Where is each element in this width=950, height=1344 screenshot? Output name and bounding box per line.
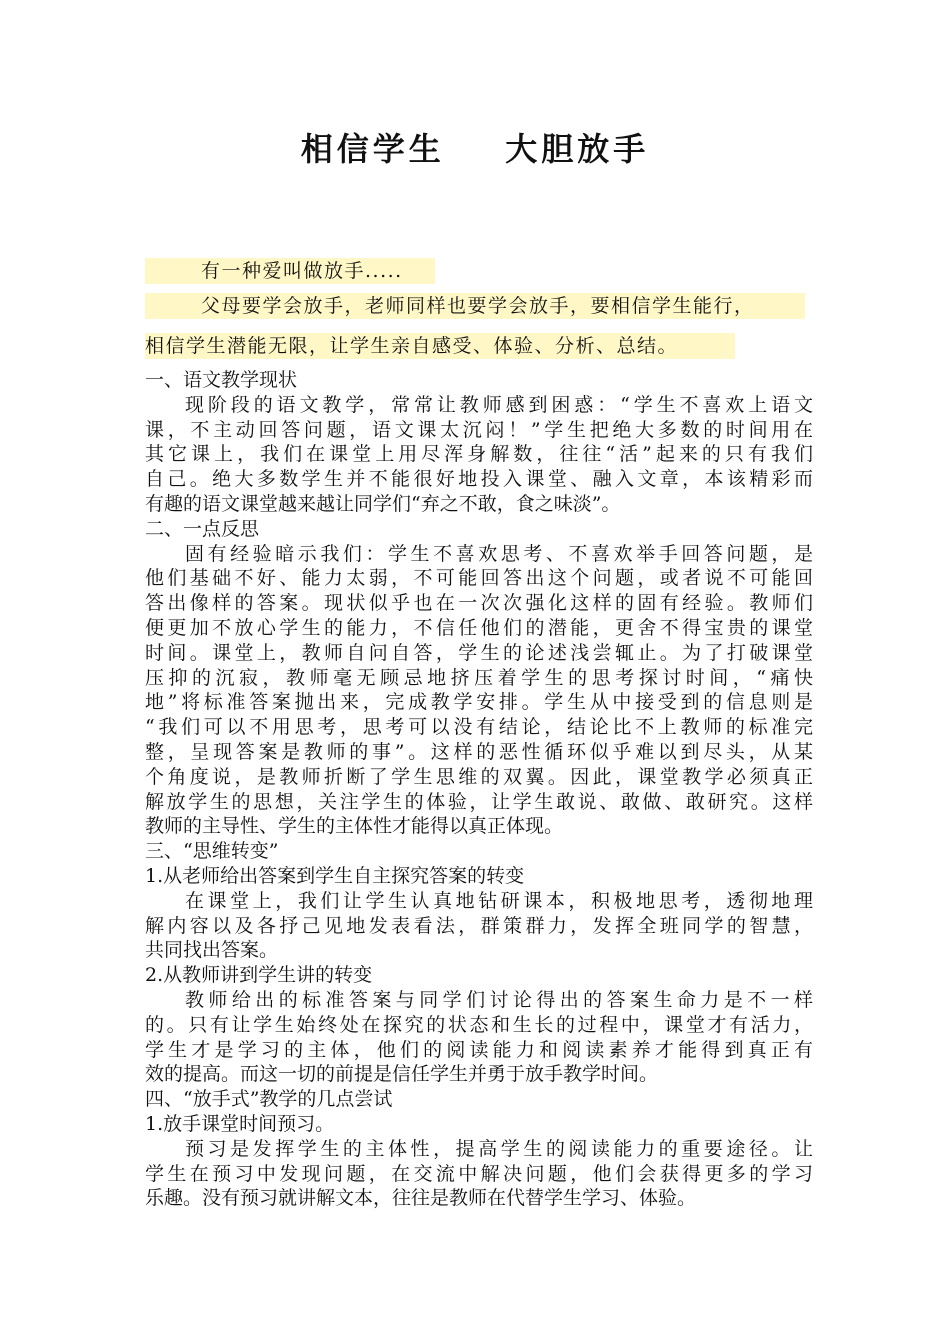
text-line: 时间。课堂上，教师自问自答，学生的论述浅尝辄止。为了打破课堂 (145, 641, 813, 664)
text-line: 在课堂上，我们让学生认真地钻研课本，积极地思考，透彻地理 (185, 889, 813, 912)
text-line: 的。只有让学生始终处在探究的状态和生长的过程中，课堂才有活力， (145, 1013, 813, 1036)
text-line: 课，不主动回答问题，语文课太沉闷！”学生把绝大多数的时间用在 (145, 418, 813, 441)
document-body (145, 368, 813, 1211)
text-line: 固有经验暗示我们：学生不喜欢思考、不喜欢举手回答问题，是 (185, 542, 813, 565)
text-line: 三、“思维转变” (145, 840, 279, 863)
text-line: 教师给出的标准答案与同学们讨论得出的答案生命力是不一样 (185, 988, 813, 1011)
text-line: 现阶段的语文教学，常常让教师感到困惑：“学生不喜欢上语文 (185, 393, 813, 416)
text-line: 其它课上，我们在课堂上用尽浑身解数，往往“活”起来的只有我们 (145, 443, 813, 466)
text-line: 压抑的沉寂，教师毫无顾忌地挤压着学生的思考探讨时间，“痛快 (145, 666, 813, 689)
text-line: 乐趣。没有预习就讲解文本，往往是教师在代替学生学习、体验。 (145, 1187, 697, 1210)
text-line: 二、一点反思 (145, 517, 260, 540)
highlighted-paragraph-1: 有一种爱叫做放手..... (145, 258, 435, 284)
text-line: 一、语文教学现状 (145, 369, 298, 391)
text-line: 教师的主导性、学生的主体性才能得以真正体现。 (145, 815, 564, 838)
text-line: 共同找出答案。 (145, 939, 279, 962)
text-line: 便更加不放心学生的能力，不信任他们的潜能，更舍不得宝贵的课堂 (145, 616, 813, 639)
text-line: 个角度说，是教师折断了学生思维的双翼。因此，课堂教学必须真正 (145, 765, 813, 788)
text-line: 学生才是学习的主体，他们的阅读能力和阅读素养才能得到真正有 (145, 1038, 813, 1061)
text-line: 自己。绝大多数学生并不能很好地投入课堂、融入文章，本该精彩而 (145, 468, 813, 491)
text-line: 答出像样的答案。现状似乎也在一次次强化这样的固有经验。教师们 (145, 592, 813, 615)
text-line: 四、“放手式”教学的几点尝试 (145, 1088, 393, 1111)
text-line: 学生在预习中发现问题，在交流中解决问题，他们会获得更多的学习 (145, 1162, 813, 1185)
highlighted-paragraph-2: 父母要学会放手，老师同样也要学会放手，要相信学生能行， (145, 293, 805, 319)
highlighted-paragraph-3: 相信学生潜能无限，让学生亲自感受、体验、分析、总结。 (145, 333, 735, 359)
text-line: 预习是发挥学生的主体性，提高学生的阅读能力的重要途径。让 (185, 1137, 813, 1160)
text-line: 有趣的语文课堂越来越让同学们“弃之不敢，食之味淡”。 (145, 492, 621, 515)
text-line: “我们可以不用思考，思考可以没有结论，结论比不上教师的标准完 (145, 716, 813, 739)
text-line: 整，呈现答案是教师的事”。这样的恶性循环似乎难以到尽头，从某 (145, 740, 813, 763)
text-line: 2.从教师讲到学生讲的转变 (145, 964, 373, 987)
text-line: 解内容以及各抒己见地发表看法，群策群力，发挥全班同学的智慧， (145, 914, 813, 937)
text-line: 他们基础不好、能力太弱，不可能回答出这个问题，或者说不可能回 (145, 567, 813, 590)
text-line: 1.放手课堂时间预习。 (145, 1112, 335, 1135)
text-line: 1.从老师给出答案到学生自主探究答案的转变 (145, 864, 525, 887)
text-line: 地”将标准答案抛出来，完成教学安排。学生从中接受到的信息则是 (145, 691, 813, 714)
text-line: 解放学生的思想，关注学生的体验，让学生敢说、敢做、敢研究。这样 (145, 790, 813, 813)
document-title: 相信学生 大胆放手 (300, 130, 650, 168)
text-line: 效的提高。而这一切的前提是信任学生并勇于放手教学时间。 (145, 1063, 659, 1086)
